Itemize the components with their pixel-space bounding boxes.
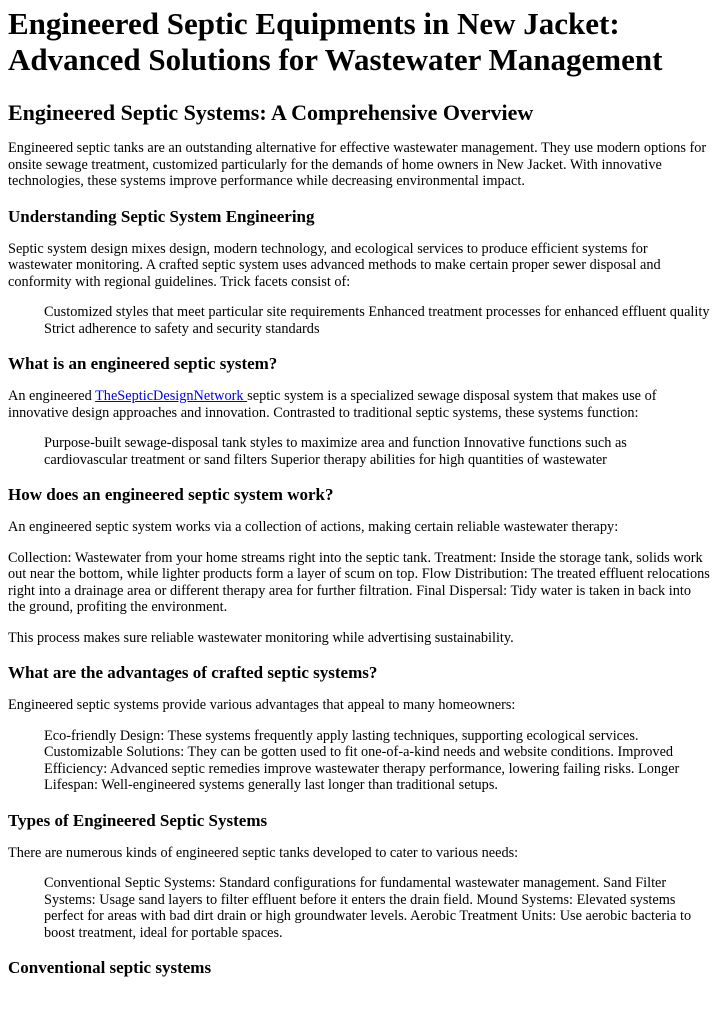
types-quote: Conventional Septic Systems: Standard configurations for fundamental wastewater management. Sand Filter Systems: Usage sand layers to filter effluent before it enters the drain field. Mound Systems: Elevated systems perfect for areas with bad dirt drain or high groundwater levels. Aerobic Treatment Units: Use aerobic bacteria to boost treatment, ideal for portable spaces. — [44, 875, 692, 941]
advantages-heading: What are the advantages of crafted septic systems? — [8, 663, 378, 682]
how-works-paragraph-2: Collection: Wastewater from your home streams right into the septic tank. Treatment: Inside the storage tank, solids work out near the bottom, while lighter products form a layer of scum on top. Flow Distribution: The treated effluent relocations right into a drainage area or different therapy area for further filtration. Final Dispersal: Tidy water is taken in back into the ground, profiting the environment. — [8, 549, 710, 615]
what-is-heading: What is an engineered septic system? — [8, 354, 278, 373]
page-title: Engineered Septic Equipments in New Jacket: Advanced Solutions for Wastewater Management — [8, 6, 663, 77]
understanding-heading: Understanding Septic System Engineering — [8, 206, 315, 226]
types-heading: Types of Engineered Septic Systems — [8, 810, 268, 830]
how-works-paragraph-1: An engineered septic system works via a collection of actions, making certain reliable wastewater therapy: — [8, 519, 619, 535]
advantages-quote: Eco-friendly Design: These systems frequently apply lasting techniques, supporting ecological services. Customizable Solutions: They can be gotten used to fit one-of-a-kind needs and website conditions. Improved Efficiency: Advanced septic remedies improve wastewater therapy performance, lowering failing risks. Longer Lifespan: Well-engineered systems generally last longer than traditional setups. — [44, 727, 680, 793]
article — [0, 6, 720, 978]
conventional-heading: Conventional septic systems — [8, 958, 212, 977]
what-is-text-before: An engineered — [8, 388, 96, 404]
overview-heading: Engineered Septic Systems: A Comprehensive Overview — [8, 100, 534, 125]
what-is-quote: Purpose-built sewage-disposal tank styles to maximize area and function Innovative functions such as cardiovascular treatment or sand filters Superior therapy abilities for high quantities of wastewater — [44, 435, 627, 468]
advantages-paragraph: Engineered septic systems provide various advantages that appeal to many homeowners: — [8, 697, 516, 713]
understanding-quote: Customized styles that meet particular site requirements Enhanced treatment processes for enhanced effluent quality Strict adherence to safety and security standards — [44, 304, 710, 337]
types-paragraph: There are numerous kinds of engineered septic tanks developed to cater to various needs: — [8, 844, 519, 861]
understanding-paragraph: Septic system design mixes design, modern technology, and ecological services to produce efficient systems for wastewater monitoring. A crafted septic system uses advanced methods to make certain proper sewer disposal and conformity with regional guidelines. Trick facets consist of: — [8, 240, 661, 290]
how-works-heading: How does an engineered septic system work? — [8, 485, 334, 504]
what-is-paragraph — [8, 388, 712, 421]
what-is-text-after: septic system is a specialized sewage disposal system that makes use of innovative design approaches and innovation. Contrasted to traditional septic systems, these systems function: — [8, 388, 657, 421]
septic-design-network-link[interactable]: TheSepticDesignNetwork — [95, 388, 248, 404]
how-works-paragraph-3: This process makes sure reliable wastewater monitoring while advertising sustainability. — [8, 629, 514, 646]
overview-paragraph: Engineered septic tanks are an outstanding alternative for effective wastewater management. They use modern options for onsite sewage treatment, customized particularly for the demands of home owners in New Jacket. With innovative technologies, these systems improve performance while decreasing environmental impact. — [8, 140, 707, 189]
